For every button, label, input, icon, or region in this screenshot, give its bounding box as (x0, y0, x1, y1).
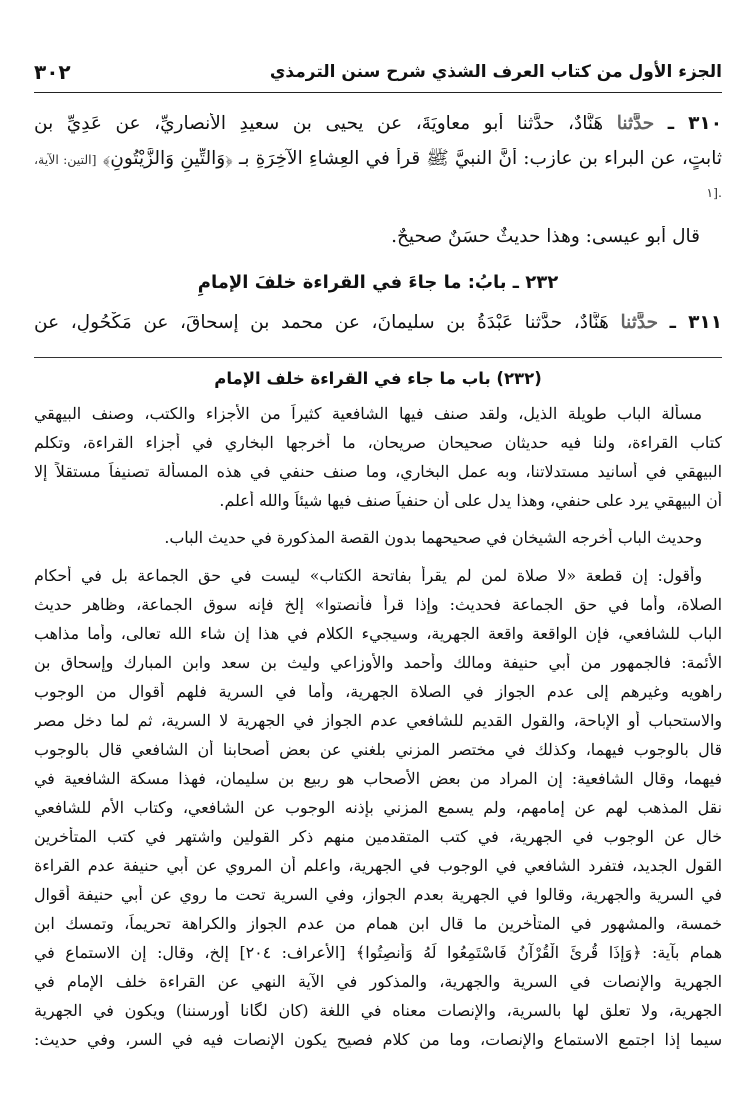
commentary-title: (٢٣٢) باب ما جاء في القراءة خلف الإمام (214, 369, 542, 388)
commentary-line: وأقول: إن قطعة «لا صلاة لمن لم يقرأ بفاتحة الكتاب» ليست في حق الجماعة بل في أحكام (34, 566, 702, 585)
commentary-line: في السرية والجهرية، وقالوا في الجهرية بعدم الجواز، وفي السرية تحت ما روي عن أبي حنيفة أقوال (34, 885, 722, 904)
commentary-line: الباب للشافعي، فإن الواقعة واقعة الجهرية، وسيجيء الكلام في هذا إن شاء الله تعالى، وأما مذاهب (34, 624, 722, 643)
commentary-line: الجهرية، ولا تعلق لها بالسرية، والإنصات معناه في اللغة (كان لگانا أورسننا) ويكون في الجهرية (34, 1001, 722, 1020)
commentary-line: القول الجديد، فتفرد الشافعي في الوجوب في الجهرية، واعلم أن المروي عن أبي حنيفة عدم القراءة (34, 856, 722, 875)
quran-reference: [التين: الآية، (34, 152, 97, 167)
hadith-text: هَنَّادٌ، حدَّثنا عَبْدَةُ بن سليمانَ، عن محمد بن إسحاقَ، عن مَكْحُولٍ، عن (34, 312, 609, 333)
hadith-310-line-2 (34, 148, 722, 174)
section-divider (34, 357, 722, 358)
commentary-line: سيما إذا اجتمع الاستماع والإنصات، وما من كلام فصيح يكون الإنصات فيه في السر، وفي حديث: (34, 1030, 722, 1049)
commentary-line: أن البيهقي يرد على حنفي، وهذا يدل على أن حنفياً صنف فيها شيئاً والله أعلم. (219, 491, 722, 510)
commentary-line: خمسة، والمشهور في المتأخرين ما قال ابن همام من عدم الجواز والكراهة تحريماً، وتمسك ابن (34, 914, 722, 933)
commentary-line: همام بآية: ﴿وَإِذَا قُرِئَ الْقُرْآنُ فَاسْتَمِعُوا لَهُ وَأَنصِتُوا﴾ [الأعراف: ٢٠٤] إلخ، وقال: إن الاستماع في (34, 943, 722, 962)
commentary-line: الأئمة: فالجمهور من أبي حنيفة ومالك وأحمد والأوزاعي وليث بن سعد وابن المبارك وإسحاق بن (34, 653, 722, 672)
commentary-line: مسألة الباب طويلة الذيل، ولقد صنف فيها الشافعية كثيراً من الأجزاء والكتب، وصنف البيهقي (34, 404, 702, 423)
hadith-number: ٣١٠ ـ (667, 113, 722, 134)
hadith-310-line-1 (34, 113, 722, 134)
hadith-number: ٣١١ ـ (669, 312, 722, 333)
commentary-line: الصلاة، وأما في حق الجماعة فحديث: وإذا قرأ فأنصتوا» إلخ فإنه سوق الجماعة، وظاهر حديث (34, 595, 722, 614)
commentary-line: البيهقي في أسانيد مستدلاتنا، وبه عمل البخاري، وما صنف حنفي في هذه المسألة تصنيفاً مستقلاً إلا (34, 462, 722, 481)
hadith-text: ثابتٍ، عن البراء بن عازب: أَنَّ النبيَّ ﷺ قرأَ في العِشاءِ الآخِرَةِ بـ ﴿وَالتِّينِ وَالزَّيْتُونِ﴾ (102, 148, 722, 169)
commentary-line: وحديث الباب أخرجه الشيخان في صحيحهما بدون القصة المذكورة في حديث الباب. (164, 528, 702, 547)
commentary-line: الجهرية والإنصات في السرية والجهرية، والمذكور في الآية النهي عن القراءة خلف الإمام في (34, 972, 722, 991)
hadith-text: .[١ (706, 185, 722, 200)
page-number: ٣٠٢ (34, 60, 71, 84)
commentary-line: كتاب القراءة، ولنا فيه حديثان صحيحان صريحان، ما أخرجها البخاري في أجزاء القراءة، وتكلم (34, 433, 722, 452)
commentary-line: فيهما، وقال الشافعية: إن المراد من بعض الأصحاب هو ربيع بن سليمان، فهذا مسكة الشافعية في (34, 769, 722, 788)
hadith-text: هَنَّادٌ، حدَّثنا أبو معاويَةَ، عن يحيى بن سعيدِ الأنصاريِّ، عن عَدِيِّ بنِ (34, 113, 604, 134)
hadith-311-line-1 (34, 312, 722, 333)
hadith-grading (34, 226, 722, 247)
commentary-line: نقل المذهب لهم عن إمامهم، ولم يسمع المزني بإذنه الوجوب عن الشافعي، وكتاب الأم للشافعي (34, 798, 722, 817)
hadith-310-line-3 (34, 181, 722, 202)
commentary-line: قال بالوجوب فيهما، وكذلك في مختصر المزني بلغني عن بعض أصحابنا أن الشافعي قال بالوجوب (34, 740, 722, 759)
page-header (34, 60, 722, 93)
book-title: الجزء الأول من كتاب العرف الشذي شرح سنن الترمذي (269, 62, 722, 82)
commentary-line: خالٍ عن الوجوب في الجهرية، في كتب المتقدمين منهم ذكر القولين واشتهر في كتب المتأخرين (34, 827, 722, 846)
chapter-title: ٢٣٢ ـ بابُ: ما جاءَ في القراءة خلفَ الإمامِ (197, 272, 559, 293)
haddathana-label: حدَّثنا (616, 113, 655, 134)
commentary-line: راهويه وغيرهم إلى عدم الجواز في الصلاة الجهرية، وأما في السرية فلهم أقوال من الوجوب (34, 682, 722, 701)
haddathana-label: حدَّثنا (620, 312, 659, 333)
commentary-line: والاستحباب أو الإباحة، والقول القديم للشافعي عدم الجواز في الجهرية لا السرية، ثم لما دخل مصر (34, 711, 722, 730)
grading-text: قال أبو عيسى: وهذا حديثٌ حسَنٌ صحيحٌ. (391, 226, 700, 247)
